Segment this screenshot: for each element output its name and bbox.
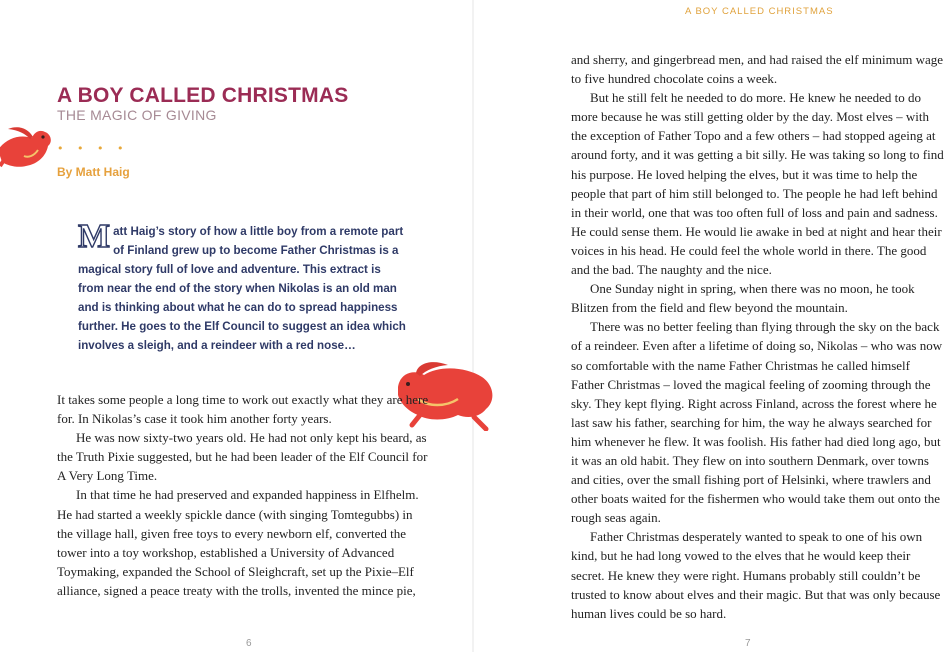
body-paragraph: He was now sixty-two years old. He had not only kept his beard, as the Truth Pixie suggested, but he had been leader of the Elf Council for A Very Long Time. [57, 430, 428, 484]
intro-text: att Haig’s story of how a little boy from a remote part of Finland grew up to become Father Christmas is a magical story full of love and adventure. This extract is from near the end of the story when Nikolas is an old man and is thinking about what he can do to spread happiness further. He goes to the Elf Council to suggest an idea which involves a sleigh, and a reindeer with a red nose… [78, 225, 406, 352]
article-subtitle: THE MAGIC OF GIVING [57, 107, 217, 123]
body-paragraph: There was no better feeling than flying through the sky on the back of a reindeer. Even after a lifetime of doing so, Nikolas – who was now so comfortable with the name Father Christmas he called himself Father Christmas – loved the magical feeling of zooming through the sky. They kept flying. Right across Finland, across the forest where he last saw his father, searching for him, the way he always searched for him whenever he flew. It was foolish. His father had died long ago, but it was an old habit. They flew on into southern Denmark, over towns and cities, over the small fishing port of Helsinki, where trawlers and other boats waited for the fishermen who would take them out onto the rough seas again. [571, 319, 943, 526]
drop-cap: M [78, 218, 111, 255]
running-head: A BOY CALLED CHRISTMAS [685, 6, 834, 17]
page-number-left: 6 [246, 638, 252, 649]
right-body-text [571, 50, 946, 623]
hare-illustration-small [0, 120, 56, 178]
article-title: A BOY CALLED CHRISTMAS [57, 84, 349, 107]
author-byline: By Matt Haig [57, 165, 130, 179]
page-number-right: 7 [745, 638, 751, 649]
left-body-text [57, 390, 429, 600]
decorative-dots: • • • • [57, 142, 129, 155]
body-paragraph: It takes some people a long time to work out exactly what they are here for. In Nikolas’s case it took him another forty years. [57, 392, 429, 427]
book-gutter [472, 0, 474, 652]
body-paragraph: Father Christmas desperately wanted to speak to one of his own kind, but he had long vowed to the elves that he would keep their secret. He knew they were right. Humans probably still couldn’t be trusted to know about elves and their magic. But that was only because human lives could be so hard. [571, 529, 941, 621]
body-paragraph: But he still felt he needed to do more. He knew he needed to do more because he was still getting older by the day. Most elves – with the exception of Father Topo and a few others – had stopped ageing at around forty, and it was getting a bit silly. He was taking so long to find his purpose. He loved helping the elves, but it was time to help the people that part of him still belonged to. The people he had left behind in their world, one that was too often full of loss and pain and sadness. He could sense them. He would lie awake in bed at night and hear their voices in his head. He could feel the whole world in there. The good and the bad. The naughty and the nice. [571, 90, 944, 278]
body-paragraph: and sherry, and gingerbread men, and had raised the elf minimum wage to five hundred chocolate coins a week. [571, 52, 944, 87]
body-paragraph: One Sunday night in spring, when there was no moon, he took Blitzen from the field and flew beyond the mountain. [571, 281, 915, 316]
body-paragraph: In that time he had preserved and expanded happiness in Elfhelm. He had started a weekly spickle dance (with singing Tomtegubbs) in the village hall, given free toys to every newborn elf, converted the tower into a toy workshop, established a University of Advanced Toymaking, expanded the School of Sleighcraft, set up the Pixie–Elf alliance, signed a peace treaty with the trolls, invented the mince pie, [57, 487, 419, 598]
intro-paragraph [78, 218, 408, 355]
